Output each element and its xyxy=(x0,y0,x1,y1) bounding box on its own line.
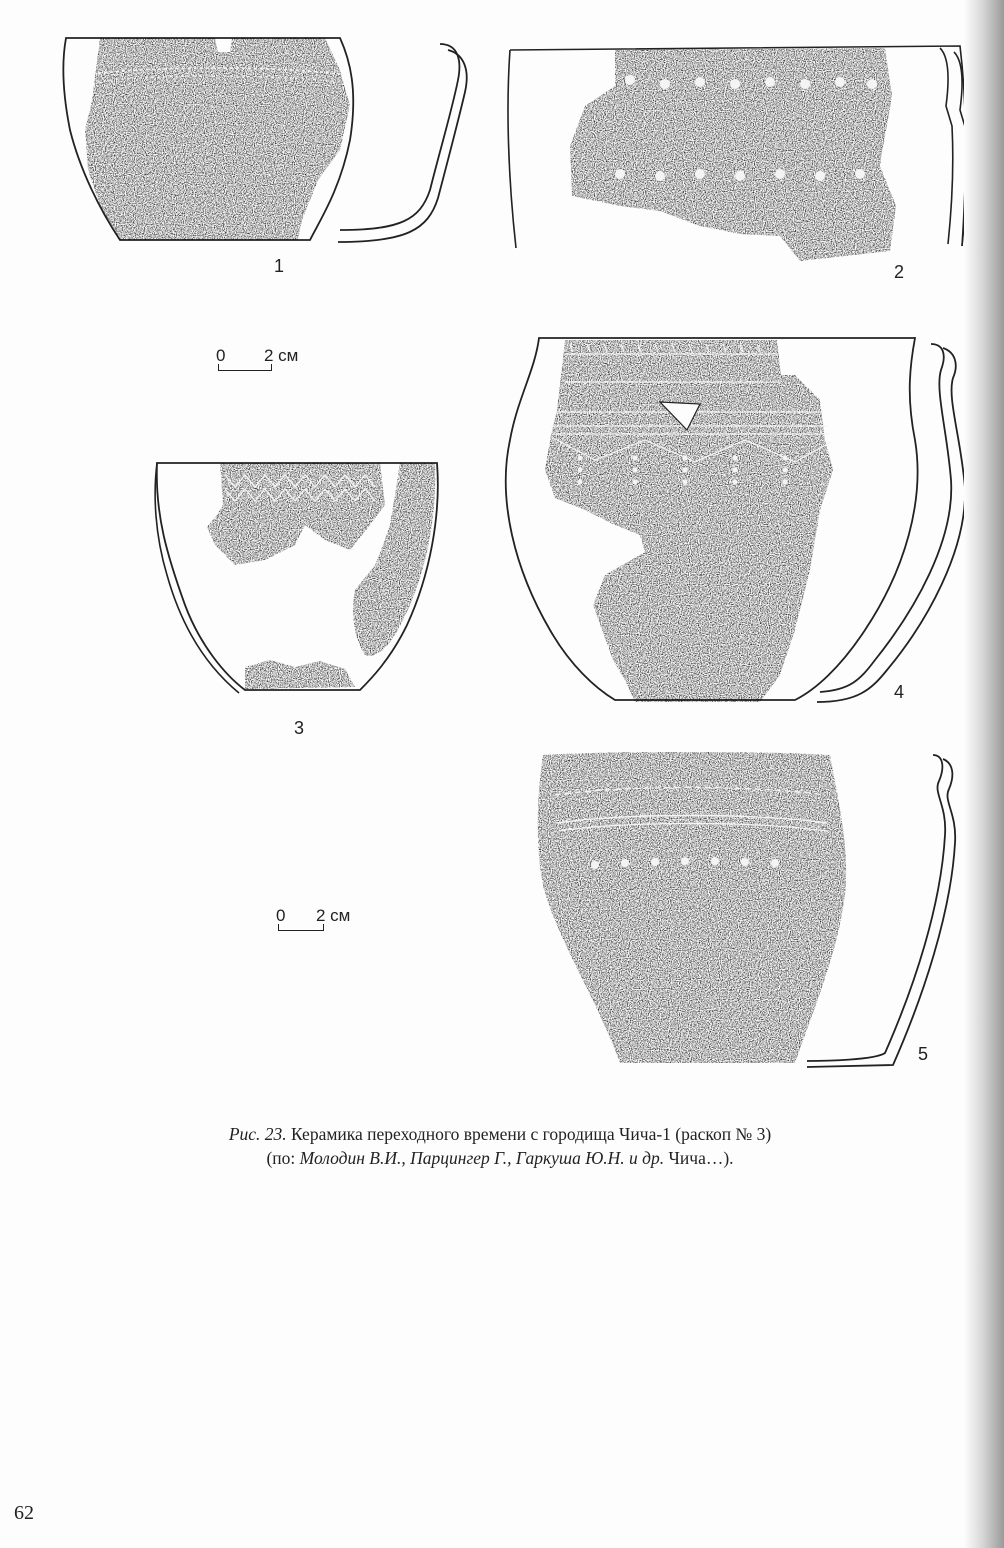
scale-bar-1 xyxy=(218,346,328,376)
figure-number-5: 5 xyxy=(918,1044,929,1064)
vessel-drawing-1 xyxy=(40,30,480,250)
caption-source: Чича…). xyxy=(664,1148,734,1168)
vessel-drawing-3 xyxy=(145,455,455,705)
figure-caption xyxy=(150,1122,850,1170)
figure-number-4: 4 xyxy=(894,682,905,702)
scale-zero-label: 0 xyxy=(276,906,286,925)
caption-label: Рис. 23. xyxy=(228,1124,287,1144)
scale-zero-label: 0 xyxy=(216,346,226,365)
vessel-drawing-2 xyxy=(500,36,980,266)
page-number: 62 xyxy=(14,1502,34,1524)
scale-value-label: 2 см xyxy=(264,346,299,365)
scale-bar-line xyxy=(278,924,324,931)
figure-number-3: 3 xyxy=(294,718,305,738)
scale-value-label: 2 см xyxy=(316,906,351,925)
figure-number-1: 1 xyxy=(274,256,285,276)
figure-number-2: 2 xyxy=(894,262,905,282)
vessel-drawing-5 xyxy=(525,745,985,1075)
caption-authors: Молодин В.И., Парцингер Г., Гаркуша Ю.Н. и др. xyxy=(299,1148,665,1168)
scale-bar-line xyxy=(218,364,272,371)
vessel-drawing-4 xyxy=(495,330,985,710)
caption-ref-open: (по: xyxy=(266,1148,300,1168)
book-spine-shadow xyxy=(964,0,1004,1548)
scale-bar-2 xyxy=(278,906,388,936)
caption-title: Керамика переходного времени с городища Чича-1 (раскоп № 3) xyxy=(286,1124,772,1144)
